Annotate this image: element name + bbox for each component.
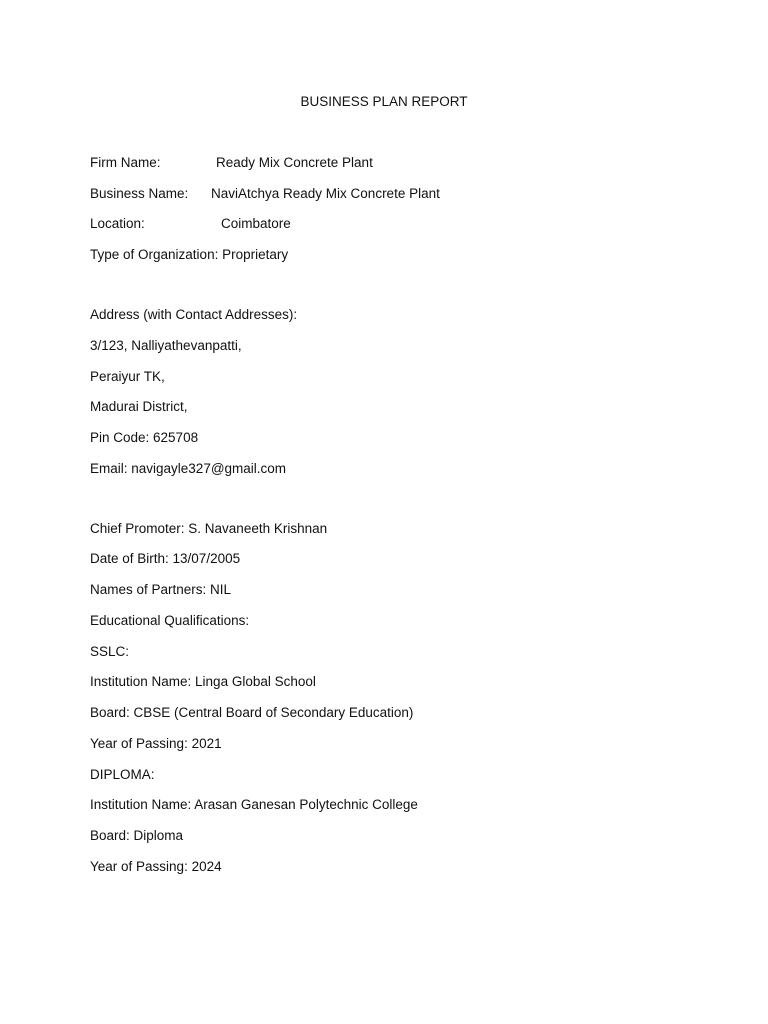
pin-code: Pin Code: 625708 <box>90 430 199 445</box>
address-line-2: Peraiyur TK, <box>90 369 165 384</box>
sslc-board: Board: CBSE (Central Board of Secondary Education) <box>90 705 414 720</box>
sslc-year: Year of Passing: 2021 <box>90 736 222 751</box>
sslc-institution: Institution Name: Linga Global School <box>90 674 316 689</box>
sslc-heading: SSLC: <box>90 644 130 659</box>
address-line-1: 3/123, Nalliyathevanpatti, <box>90 338 242 353</box>
diploma-year: Year of Passing: 2024 <box>90 859 222 874</box>
firm-name-label: Firm Name: <box>90 155 161 170</box>
chief-promoter: Chief Promoter: S. Navaneeth Krishnan <box>90 521 328 536</box>
address-line-3: Madurai District, <box>90 399 188 414</box>
business-name-label: Business Name: <box>90 186 189 201</box>
partners: Names of Partners: NIL <box>90 582 232 597</box>
firm-name-value: Ready Mix Concrete Plant <box>216 155 373 170</box>
email: Email: navigayle327@gmail.com <box>90 461 287 476</box>
diploma-board: Board: Diploma <box>90 828 184 843</box>
location-label: Location: <box>90 216 145 231</box>
organization-type: Type of Organization: Proprietary <box>90 247 289 262</box>
location-value: Coimbatore <box>221 216 291 231</box>
address-heading: Address (with Contact Addresses): <box>90 307 298 322</box>
diploma-heading: DIPLOMA: <box>90 767 155 782</box>
business-name-value: NaviAtchya Ready Mix Concrete Plant <box>211 186 440 201</box>
date-of-birth: Date of Birth: 13/07/2005 <box>90 551 241 566</box>
diploma-institution: Institution Name: Arasan Ganesan Polytechnic College <box>90 797 418 812</box>
education-heading: Educational Qualifications: <box>90 613 250 628</box>
report-title: BUSINESS PLAN REPORT <box>300 94 468 109</box>
